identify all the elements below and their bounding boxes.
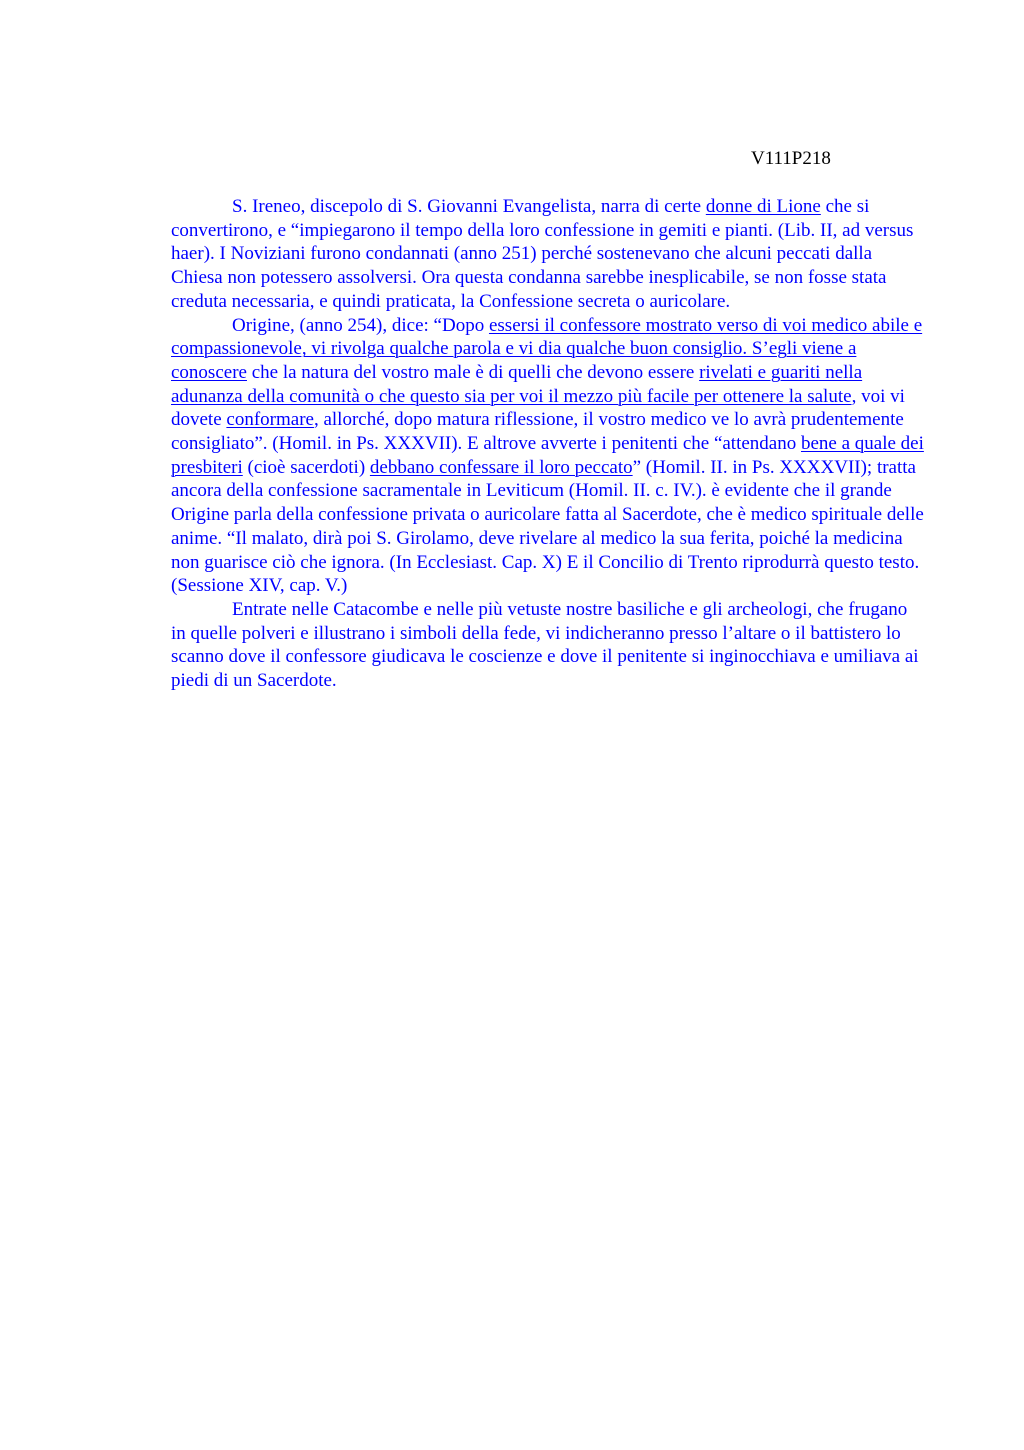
underlined-segment: bene a quale dei presbiteri xyxy=(171,433,924,478)
text-segment: Origine, (anno 254), dice: “Dopo xyxy=(232,314,489,336)
paragraph-2 xyxy=(171,314,926,598)
text-segment: (cioè sacerdoti) xyxy=(242,456,370,478)
page-reference: V111P218 xyxy=(751,148,831,169)
paragraph-1 xyxy=(171,195,926,314)
underlined-segment: conformare xyxy=(226,409,314,431)
underlined-segment: donne di Lione xyxy=(705,196,821,217)
underlined-segment: debbano confessare il loro peccato xyxy=(369,456,633,478)
underlined-segment: rivelati e guariti nella adunanza della comunità o che questo sia per voi il mezzo più facile per ottenere la salute xyxy=(171,361,863,407)
text-segment: Entrate nelle Catacombe e nelle più vetuste nostre basiliche e gli archeologi, che frugano in quelle polveri e illustrano i simboli della fede, vi indicheranno presso l’altare o il battistero lo scanno dove il confessore giudicava le coscienze e dove il penitente si inginocchiava e umiliava ai piedi di un Sacerdote. xyxy=(171,598,919,692)
text-segment: che si convertirono, e “impiegarono il tempo della loro confessione in gemiti e pianti. (Lib. II, ad versus haer). I Noviziani furono condannati (anno 251) perché sostenevano che alcuni peccati dalla Chiesa non potessero assolversi. Ora questa condanna sarebbe inesplicabile, se non fosse stata creduta necessaria, e quindi praticata, la Confessione secreta o auricolare. xyxy=(171,196,914,312)
document-body xyxy=(171,195,926,693)
text-segment: S. Ireneo, discepolo di S. Giovanni Evangelista, narra di certe xyxy=(232,196,706,217)
text-segment: che la natura del vostro male è di quelli che devono essere xyxy=(246,361,700,383)
paragraph-3 xyxy=(171,598,926,693)
underlined-segment: essersi il confessore mostrato verso di voi medico abile e compassionevole, vi rivolga qualche parola e vi dia qualche buon consiglio. S’egli viene a conoscere xyxy=(171,314,923,383)
text-segment: ” (Homil. II. in Ps. XXXXVII); tratta ancora della confessione sacramentale in Leviticum (Homil. II. c. IV.). è evidente che il grande Origine parla della confessione privata o auricolare fatta al Sacerdote, che è medico spirituale delle anime. “Il malato, dirà poi S. Girolamo, deve rivelare al medico la sua ferita, poiché la medicina non guarisce ciò che ignora. (In Ecclesiast. Cap. X) E il Concilio di Trento riprodurrà questo testo. (Sessione XIV, cap. V.) xyxy=(171,456,924,597)
text-segment: , allorché, dopo matura riflessione, il vostro medico ve lo avrà prudentemente consigliato”. (Homil. in Ps. XXXVII). E altrove avverte i penitenti che “attendano xyxy=(171,409,904,455)
text-segment: , voi vi dovete xyxy=(171,385,905,431)
